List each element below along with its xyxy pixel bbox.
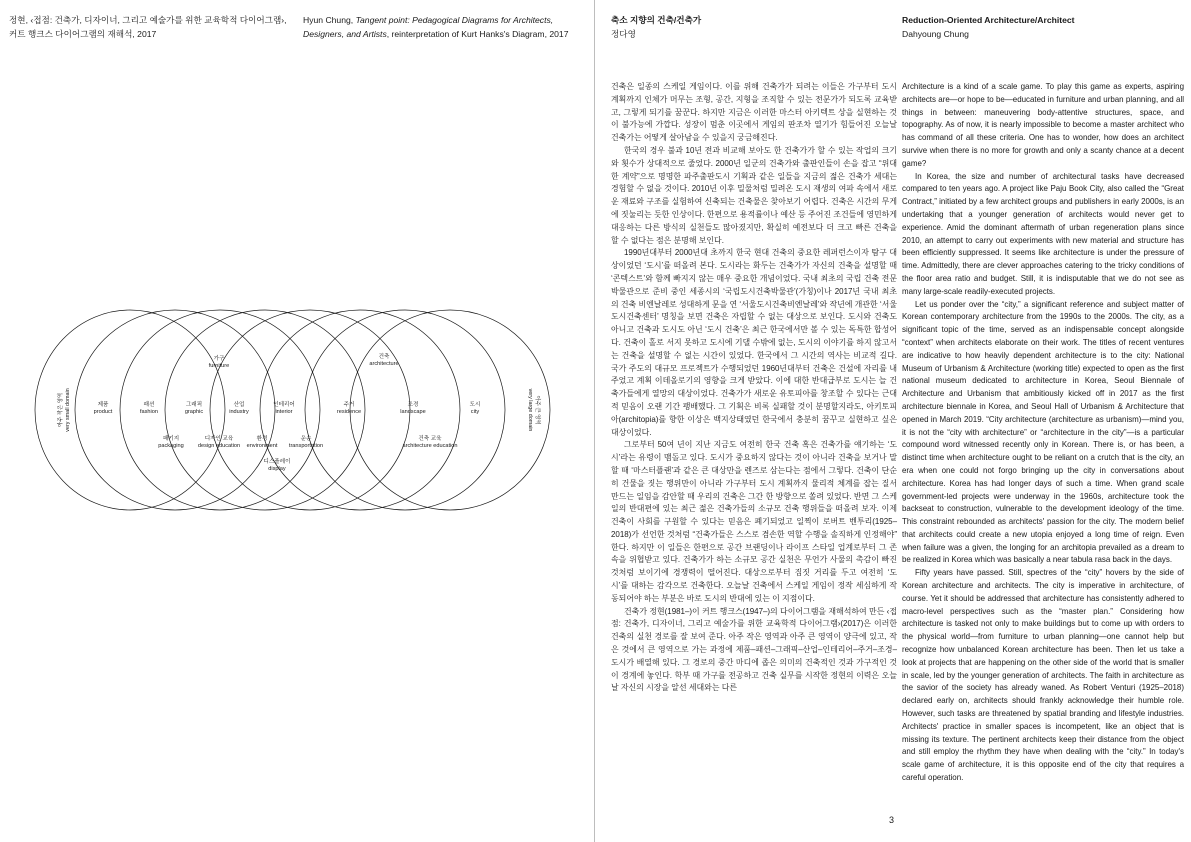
label-furniture-en: furniture [208, 363, 230, 369]
paragraph-en: In Korea, the size and number of architectural tasks have decreased compared to ten years ago. A project like Paju Book City, also called the “Great Contract,” initiated by a few architect groups and publishers in early 2000s, is an undertaking that a younger generation of architects would never get to experience. Amid the dominant aftermath of urban regeneration plans since 2010, an attempt to carry out experiments with new material and structure has been efficiently suppressed. It seems like architecture is under the pressure of time. Admittedly, there are clever approaches catering to the tricky conditions of the floor area ratio and budget. Still, it is indisputable that we do not see as many large-scale readily-executed projects. [902, 171, 1184, 296]
label-landscape-en: landscape [400, 409, 426, 415]
label-residence-en: residence [336, 409, 362, 415]
paragraph-kr: 한국의 경우 불과 10년 전과 비교해 보아도 한 건축가가 할 수 있는 작업의 크기와 횟수가 상대적으로 줄었다. 2000년 일군의 건축가와 출판인들이 손을 잡고 “위대한 계약”으로 명명한 파주출판도시 기획과 같은 일들을 지금의 젊은 건축가 세대는 경험할 수 없을 것이다. 2010년 이후 밀물처럼 밀려온 도시 재생의 여파 속에서 새로운 재료와 구조를 실험하여 신축되는 건축물은 찾아보기 어렵다. 건축은 시간의 무게에 짓눌리는 듯한 인상이다. 한편으로 용적률이나 예산 등 주어진 조건들에 영민하게 대응하는 다른 방식의 실천들도 많아졌지만, 확실히 예전보다 더 크고 빠른 건축을 할 수 없다는 점은 분명해 보인다. [611, 145, 897, 245]
label-packaging-kr: 패키지 [162, 436, 180, 442]
body-korean [611, 81, 897, 695]
diagram-end-right [527, 389, 542, 432]
body-english [902, 81, 1184, 785]
article-header-english [902, 13, 1182, 41]
label-design-education-kr: 디자인 교육 [204, 436, 234, 442]
citation-work-title: Tangent point: Pedagogical Diagrams for Architects, Designers, and Artists [303, 15, 554, 39]
right-end-english: very large domain [527, 388, 533, 432]
label-environment-en: environment [246, 443, 278, 449]
diagram-end-left [56, 388, 71, 431]
article-title-korean: 축소 지향의 건축/건축가 [611, 15, 702, 25]
article-author-korean: 정다영 [611, 29, 636, 39]
label-transportation-kr: 운송 [300, 436, 312, 442]
label-environment-kr: 환경 [256, 436, 268, 442]
label-residence-kr: 주거 [343, 402, 355, 408]
label-graphic-kr: 그래픽 [185, 402, 203, 408]
label-interior-kr: 인테리어 [273, 402, 295, 408]
tangent-point-diagram [0, 0, 594, 842]
label-city-kr: 도시 [469, 402, 481, 408]
paragraph-en: Architecture is a kind of a scale game. To play this game as experts, aspiring architects are—or hope to be—educated in furniture and urban planning, and all things in between: maneuvering body-attentive structures, space, and topography. As of now, it is nearly impossible to become a master architect who has command of all these criteria. One has to wonder, how does an architect survive when there is no more for growth and only a scanty chance at a decent game? [902, 82, 1184, 168]
label-fashion-en: fashion [139, 409, 159, 415]
label-graphic-en: graphic [184, 409, 204, 415]
left-end-korean: 아주 작은 영역 [58, 392, 64, 428]
citation-rest: , reinterpretation of Kurt Hanks's Diagram, 2017 [386, 29, 569, 39]
article-header-korean [611, 13, 891, 41]
article-author-english: Dahyoung Chung [902, 29, 969, 39]
page-number: 3 [889, 815, 895, 825]
article-title-english: Reduction-Oriented Architecture/Architect [902, 15, 1075, 25]
label-product-kr: 제품 [97, 402, 109, 408]
label-architecture-kr: 건축 [378, 354, 390, 360]
label-architecture-education-en: architecture education [402, 443, 458, 449]
paragraph-en: Fifty years have passed. Still, spectres of the “city” hovers by the side of Korean architecture and architects. The city is imperative in architecture, of course. Yet it should be addressed that architecture has consistently adhered to macro-level perspectives such as the “master plan.” Considering how architecture is tasked not only to make buildings but to come up with orders to the physical world—from furniture to urban planning—one cannot help but recognize how unbalanced Korean architecture has been. Then let us take a look at projects that are happening on the other side of the world that is smaller in scale, led by the younger generation of architects. The faith in architecture as the savior of the society has already waned. As Robert Venturi (1925–2018) declared early on, architects should frankly acknowledge their humble role. However, such tasks are threatened by spatial branding and lifestyle industries. Architects' practice in smaller spaces is incompetent, like an object that is missing its texture. The pertinent architects keep their distance from the object and still employ the rhythm they have when dealing with the “city.” In today's scale game of architecture, it is this opposite end of the city that requires a careful operation. [902, 568, 1184, 783]
label-architecture-education-kr: 건축 교육 [418, 436, 442, 442]
paragraph-en: Let us ponder over the “city,” a significant reference and subject matter of Korean contemporary architecture from the 1990s to the 2000s. The city, as a significant topic of the time, served as an indispensable concept alongside “context” when architects elaborate on their work. The titles of recent ventures are indicative to how heavily dependent architecture is to the city: National Museum of Urbanism & Architecture (working title) expected to open as the first national museum dedicated to architecture in Korea, Seoul Biennale of Architecture and Urbanism that ambitiously kicked off in 2017 as the first architecture biennale in Korea, and Seoul Hall of Urbanism & Architecture that opened in March 2019. “City architecture (architecture as urbanism)—mind you, it is not the “city with architecture” or “architecture in the city”—is a particular compound word witnessed recently only in Korean. There is, or has been, a distinct time when architecture ought to be reliant on a crutch that is the city, an era when one could not forgo bringing up the city in conversations about architecture. Korea has had longer days of such a time. When grand scale government-led projects were underway in the 1960s, architecture took the backseat to construction, vulnerable to the development ideology of the time. This constraint rebounded as architects' passion for the city. The modern belief that architects could create a new utopia enjoyed a long time of reign. Even when failure was a given, the longing for an architopia prevailed as a dream to be realized in Korea which was basically a near tabula rasa back in the days. [902, 299, 1184, 565]
label-architecture-en: architecture [369, 361, 399, 367]
citation-korean-text: 정현, ‹접점: 건축가, 디자이너, 그리고 예술가를 위한 교육학적 다이어그램›, 커트 행크스 다이어그램의 재해석, 2017 [9, 15, 287, 39]
label-transportation-en: transportation [288, 443, 324, 449]
citation-author: Hyun Chung, [303, 15, 356, 25]
label-design-education-en: design education [197, 443, 241, 449]
paragraph-kr: 건축가 정현(1981–)이 커트 행크스(1947–)의 다이어그램을 재해석하여 만든 ‹접점: 건축가, 디자이너, 그리고 예술가를 위한 교육학적 다이어그램›(2017)은 이러한 건축의 실천 경로를 잘 보여 준다. 아주 작은 영역과 아주 큰 영역이 양극에 있고, 작은 것에서 큰 영역으로 가는 과정에 제품–패션–그래픽–산업–인테리어–주거–조경–도시가 배열해 있다. 그 경로의 중간 마디에 좁은 의미의 건축적인 것과 가구적인 것이 경계에 놓인다. 학부 때 가구를 전공하고 건축 실무를 시작한 정현의 이력은 오늘날 자신의 시장을 알선 세대와는 다른 [611, 606, 897, 693]
label-industry-kr: 산업 [233, 402, 245, 408]
label-product-en: product [93, 409, 113, 415]
label-packaging-en: packaging [158, 443, 184, 449]
label-display-en: display [268, 466, 286, 472]
right-end-korean: 아주 큰 영역 [534, 395, 540, 425]
paragraph-kr: 그로부터 50여 년이 지난 지금도 여전히 한국 건축 혹은 건축가를 얘기하는 ‘도시’라는 유령이 맴돌고 있다. 도시가 중요하지 않다는 것이 아니라 건축을 보거나 말할 때 ‘마스터플랜’과 같은 큰 대상만을 렌즈로 삼는다는 점에서 그렇다. 건축이 단순히 건물을 짓는 행위만이 아니라 가구부터 도시 계획까지 물리적 체계를 잡는 질서 만드는 일임을 감안할 때 우리의 건축은 그간 한 방향으로 쏠려 있었다. 반면 그 스케일의 반대편에 있는 최근 젊은 건축가들의 소규모 건축 행위들을 떠올려 보자. 이제 건축이 사회를 구원할 수 있다는 믿음은 폐기되었고 일찍이 로버트 벤투리(1925–2018)가 선언한 것처럼 “건축가들은 스스로 겸손한 역할 수행을 솔직하게 인정해야” 한다. 하지만 이 일들은 한편으로 공간 브랜딩이나 라이프 스타일 업계로부터 그 존속을 위협받고 있다. 건축가가 하는 소규모 공간 실천은 무언가 사물의 촉감이 빠진 것처럼 보이기에 경쟁력이 떨어진다. 대상으로부터 짐짓 거리를 두고 여전히 ‘도시’를 대하는 감각으로 건축한다. 오늘날 건축에서 스케일 게임이 정작 세심하게 작동되어야 하는 부분은 바로 도시의 반대에 있는 이 지점이다. [611, 440, 897, 603]
diagram-labels [94, 352, 481, 472]
label-landscape-kr: 조경 [407, 402, 419, 408]
label-interior-en: interior [275, 409, 293, 415]
paragraph-kr: 1990년대부터 2000년대 초까지 한국 현대 건축의 중요한 레퍼런스이자 탐구 대상이었던 ‘도시’를 떠올려 본다. 도시라는 화두는 건축가가 자신의 건축을 설명할 때 ‘콘텍스트’와 함께 빠지지 않는 매우 중요한 개념이었다. 국내 최초의 국립 건축 전문 박물관으로 준비 중인 세종시의 ‘국립도시건축박물관’(가칭)이나 2017년 국내 최초의 건축 비엔날레로 성대하게 문을 연 ‘서울도시건축비엔날레’와 작년에 개관한 ‘서울도시건축센터’ 명칭을 보면 건축은 자립할 수 없는 대상으로 보인다. 도시와 건축도 아니고 건축과 도시도 아닌 ‘도시 건축’은 최근 한국에서만 볼 수 있는 독특한 합성어다. 건축이 홀로 서지 못하고 도시에 기댈 수밖에 없는, 도시의 이야기를 하지 않고서는 건축을 설명할 수 없는 시간이 있었다. 한국에서 그 시간의 역사는 비교적 길다. 국가 주도의 대규모 프로젝트가 수행되었던 1960년대부터 건축은 건설에 자리를 내주었고 계획 이데올로기의 영향을 크게 받았다. 이에 대한 반대급부로 도시는 늘 건축가들에게 열망의 대상이었다. 건축가가 새로운 유토피아를 창조할 수 있다는 근대적 믿음이 오랜 기간 팽배했다. 그 기획은 비록 실패할 것이 분명할지라도, 아키토피아(architopia)를 향한 이상은 백지상태였던 한국에서 충분히 꿈꾸고 실현하고 싶은 대상이었다. [611, 248, 897, 437]
page-divider [594, 0, 595, 842]
label-industry-en: industry [229, 409, 249, 415]
label-city-en: city [470, 409, 480, 415]
paragraph-kr: 건축은 일종의 스케일 게임이다. 이를 위해 건축가가 되려는 이들은 가구부터 도시 계획까지 인체가 머무는 조형, 공간, 지형을 조직할 수 있는 전문가가 되도록 교육받고, 그렇게 되기를 꿈꾼다. 하지만 지금은 이러한 마스터 아키텍트 상을 실현하는 것이 불가능에 가깝다. 성장이 멈춘 이곳에서 게임의 판조차 열기가 힘들어진 오늘날 건축가는 어떻게 살아남을 수 있을지 궁금해진다. [611, 82, 897, 143]
left-end-english: very small domain [65, 388, 71, 432]
label-furniture-kr: 가구 [213, 356, 225, 362]
ellipse-8 [350, 310, 550, 510]
label-display-kr: 디스플레이 [263, 459, 291, 465]
label-fashion-kr: 패션 [143, 402, 155, 408]
